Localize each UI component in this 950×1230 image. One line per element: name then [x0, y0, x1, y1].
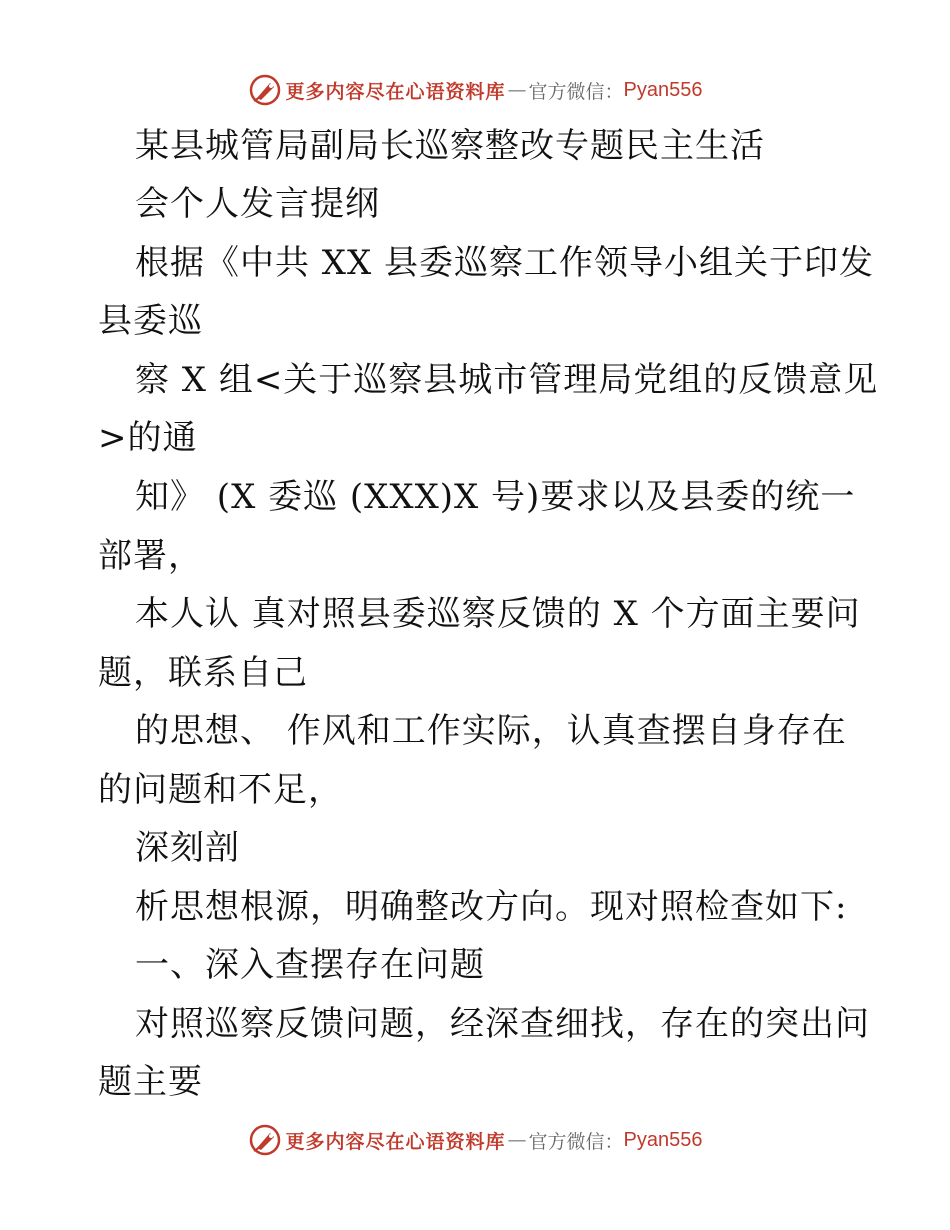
paragraph-line: 根据《中共 XX 县委巡察工作领导小组关于印发: [135, 243, 875, 283]
banner-wechat-label: 官方微信：: [528, 80, 624, 103]
paragraph-line: 县委巡: [98, 301, 203, 341]
paragraph-line: 察 X 组<关于巡察县城市管理局党组的反馈意见: [135, 360, 879, 400]
paragraph-line: 的问题和不足，: [98, 770, 343, 810]
paragraph-line: 析思想根源，明确整改方向。现对照检查如下:: [135, 887, 848, 927]
section-heading: 一、深入查摆存在问题: [135, 945, 485, 985]
paragraph-line: >的通: [98, 418, 198, 458]
banner-separator: —: [507, 79, 527, 101]
banner-wechat-label: 官方微信：: [528, 1130, 624, 1153]
document-title-line-1: 某县城管局副局长巡察整改专题民主生活: [135, 126, 765, 166]
paragraph-line: 本人认 真对照县委巡察反馈的 X 个方面主要问: [135, 594, 861, 634]
paragraph-line: 题，联系自己: [98, 653, 308, 693]
banner-separator: —: [507, 1129, 527, 1151]
paragraph-line: 对照巡察反馈问题，经深查细找，存在的突出问: [135, 1004, 870, 1044]
banner-slogan: 更多内容尽在心语资料库: [285, 80, 506, 103]
banner-slogan: 更多内容尽在心语资料库: [285, 1130, 506, 1153]
paragraph-line: 深刻剖: [135, 828, 240, 868]
footer-banner: [0, 1120, 950, 1160]
banner-wechat-id: Pyan556: [623, 1128, 703, 1151]
pen-nib-logo-icon: [248, 1123, 282, 1157]
paragraph-line: 的思想、 作风和工作实际，认真查摆自身存在: [135, 711, 847, 751]
paragraph-line: 题主要: [98, 1062, 203, 1102]
header-banner: [0, 70, 950, 110]
banner-wechat-id: Pyan556: [623, 78, 703, 101]
paragraph-line: 部署，: [98, 536, 203, 576]
pen-nib-logo-icon: [248, 73, 282, 107]
paragraph-line: 知》 (X 委巡 (XXX)X 号)要求以及县委的统一: [135, 477, 856, 517]
document-title-line-2: 会个人发言提纲: [135, 184, 380, 224]
